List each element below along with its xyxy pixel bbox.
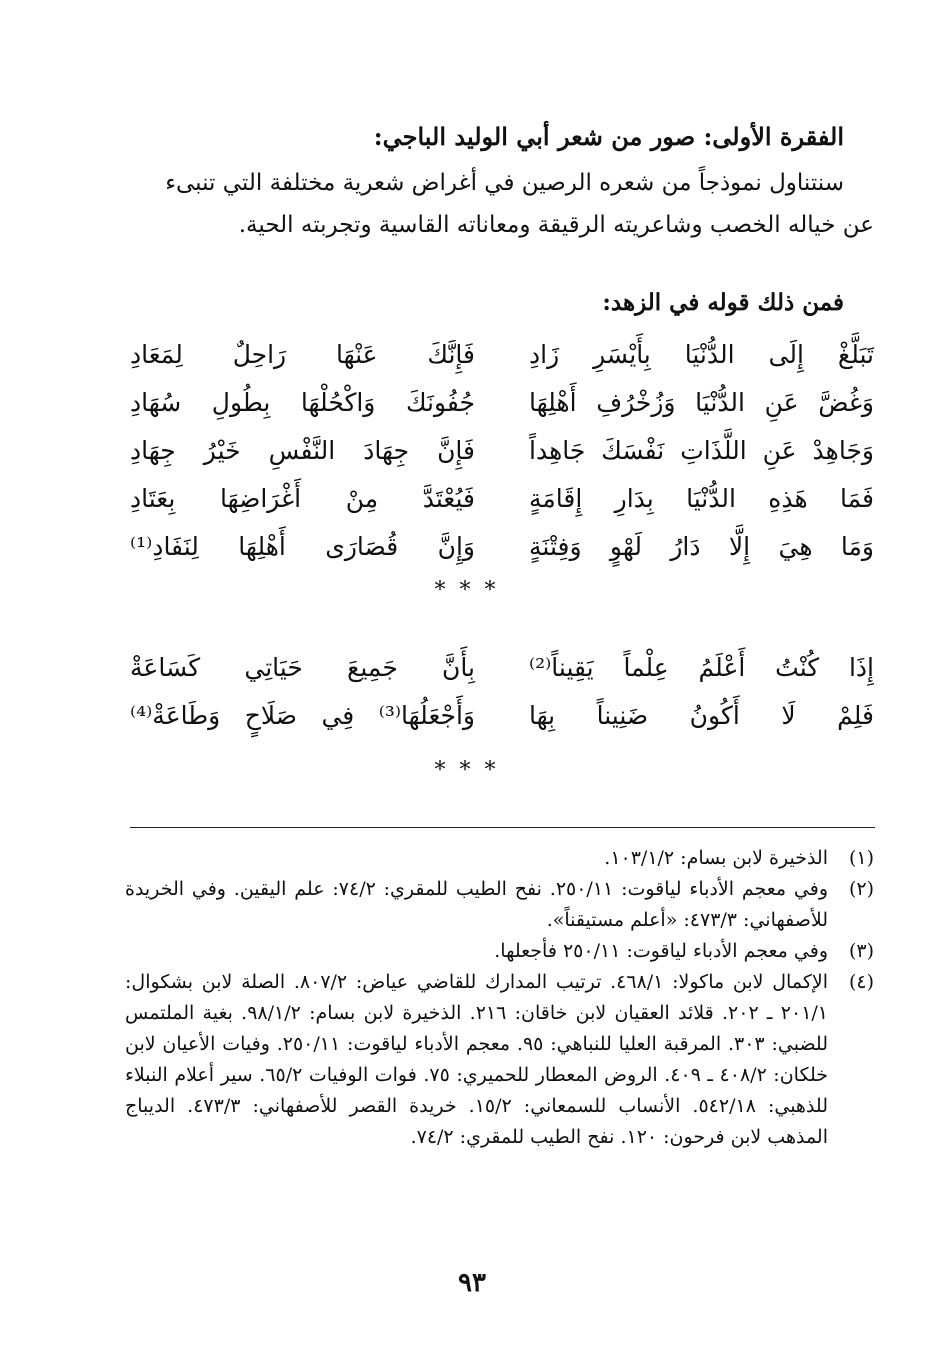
verse <box>130 330 874 378</box>
poem-intro: فمن ذلك قوله في الزهد: <box>602 289 844 316</box>
footnote-rule <box>130 827 875 828</box>
verse <box>130 378 874 426</box>
intro-line: سنتناول نموذجاً من شعره الرصين في أغراض شعرية مختلفة التي تنبىء <box>165 170 844 196</box>
poem-life <box>130 643 874 739</box>
verse <box>130 474 874 522</box>
section-heading: الفقرة الأولى: صور من شعر أبي الوليد الباجي: <box>373 122 844 151</box>
footnote-number: (٤) <box>848 971 874 993</box>
footnote-number: (٢) <box>848 878 874 900</box>
intro-paragraph <box>60 162 874 246</box>
section-separator: *** <box>434 578 510 603</box>
footnote-number: (٣) <box>848 940 874 962</box>
footnote <box>125 843 874 874</box>
footnote-text: وفي معجم الأدباء لياقوت: ٢٥٠/١١ فأجعلها. <box>494 940 828 962</box>
verse <box>130 643 874 691</box>
verse <box>130 426 874 474</box>
first-hemistich: وَمَا هِيَ إِلَّا دَارُ لَهْوٍ وَفِتْنَةٍ <box>529 531 874 561</box>
footnotes <box>125 843 874 1153</box>
footnote-text: الإكمال لابن ماكولا: ٤٦٨/١. ترتيب المدارك للقاضي عياض: ٨٠٧/٢. الصلة لابن بشكوال: ٢٠١/١ ـ ٢٠٢. قلائد العقيان لابن خاقان: ٢١٦. الذخيرة لابن بسام: ٩٨/١/٢. بغية الملتمس للضبي: ٣٠٣. المرقبة العليا للنباهي: ٩٥. معجم الأدباء لياقوت: ٢٥٠/١١. وفيات الأعيان لابن خلكان: ٤٠٨/٢ ـ ٤٠٩. الروض المعطار للحميري: ٧٥. فوات الوفيات ٦٥/٢. سير أعلام النبلاء للذهبي: ٥٤٢/١٨. الأنساب للسمعاني: ١٥/٢. خريدة القصر للأصفهاني: ٤٧٣/٣. الديباج المذهب لابن فرحون: ١٢٠. نفح الطيب للمقري: ٧٤/٢. <box>125 971 829 1148</box>
footnote <box>125 936 874 967</box>
page-number: ٩٣ <box>458 1268 486 1298</box>
second-hemistich: بِأَنَّ جَمِيعَ حَيَاتِي كَسَاعَةْ <box>130 652 475 682</box>
first-hemistich: تَبَلَّغْ إِلَى الدُّنْيَا بِأَيْسَرِ زَادِ <box>529 339 874 369</box>
first-hemistich: فَمَا هَذِهِ الدُّنْيَا بِدَارِ إِقَامَةٍ <box>529 483 874 513</box>
intro-line: عن خياله الخصب وشاعريته الرقيقة ومعاناته القاسية وتجربته الحية. <box>238 212 874 238</box>
footnote <box>125 874 874 936</box>
second-hemistich: فَإِنَّ جِهَادَ النَّفْسِ خَيْرُ جِهَادِ <box>130 435 475 465</box>
poem-asceticism <box>130 330 874 570</box>
footnote-text: الذخيرة لابن بسام: ١٠٣/١/٢. <box>604 847 828 869</box>
footnote-text: وفي معجم الأدباء لياقوت: ٢٥٠/١١. نفح الطيب للمقري: ٧٤/٢: علم اليقين. وفي الخريدة للأصفهاني: ٤٧٣/٣: «أعلم مستيقناً». <box>125 878 829 931</box>
second-hemistich: فَإِنَّكَ عَنْهَا رَاحِلٌ لِمَعَادِ <box>130 339 475 369</box>
first-hemistich: وَجَاهِدْ عَنِ اللَّذَاتِ نَفْسَكَ جَاهِداً <box>529 435 874 465</box>
footnote <box>125 967 874 1153</box>
second-hemistich: وَأَجْعَلُهَا⁽³⁾ فِي صَلَاحٍ وَطَاعَةْ⁽⁴⁾ <box>130 700 475 730</box>
section-separator: *** <box>434 758 510 783</box>
first-hemistich: إِذَا كُنْتُ أَعْلَمُ عِلْماً يَقِيناً⁽²⁾ <box>529 652 874 682</box>
footnote-number: (١) <box>848 847 874 869</box>
first-hemistich: فَلِمْ لَا أَكُونُ ضَنِيناً بِهَا <box>529 700 874 730</box>
verse <box>130 522 874 570</box>
verse <box>130 691 874 739</box>
second-hemistich: فَيُعْتَدَّ مِنْ أَغْرَاضِهَا بِعَتَادِ <box>130 483 475 513</box>
first-hemistich: وَغُضَّ عَنِ الدُّنْيَا وَزُخْرُفِ أَهْلِهَا <box>529 387 874 417</box>
second-hemistich: جُفُونَكَ وَاكْحُلْهَا بِطُولِ سُهَادِ <box>130 387 475 417</box>
second-hemistich: وَإِنَّ قُصَارَى أَهْلِهَا لِنَفَادِ⁽¹⁾ <box>130 531 475 561</box>
